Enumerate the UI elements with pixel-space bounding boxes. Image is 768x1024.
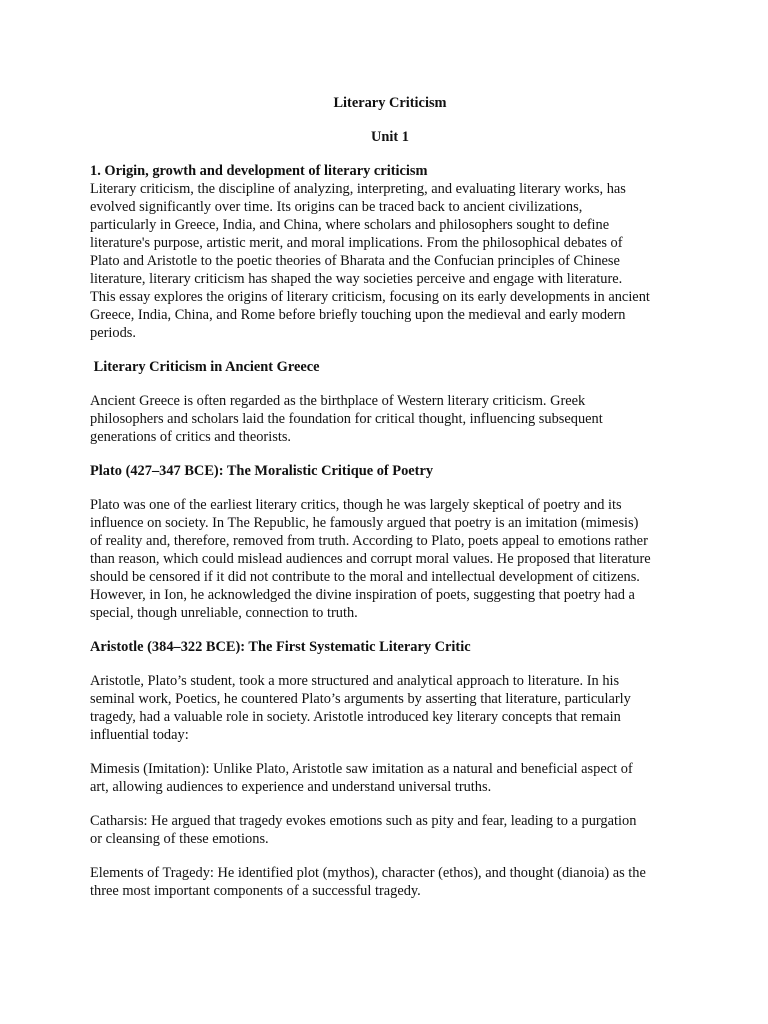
- text-line: periods.: [90, 325, 136, 341]
- section-heading-origin: 1. Origin, growth and development of literary criticism: [90, 163, 428, 179]
- text-line: should be censored if it did not contribute to the moral and intellectual development of citizens.: [90, 569, 640, 585]
- aristotle-paragraph: [90, 672, 690, 744]
- text-line: than reason, which could mislead audiences and corrupt moral values. He proposed that literature: [90, 551, 651, 567]
- elements-paragraph: [90, 864, 690, 900]
- section-heading-aristotle: Aristotle (384–322 BCE): The First Systematic Literary Critic: [90, 639, 471, 655]
- section-heading-plato: Plato (427–347 BCE): The Moralistic Critique of Poetry: [90, 463, 434, 479]
- catharsis-paragraph: [90, 812, 690, 848]
- text-line: Ancient Greece is often regarded as the birthplace of Western literary criticism. Greek: [90, 393, 586, 409]
- text-line: influence on society. In The Republic, he famously argued that poetry is an imitation (mimesis): [90, 515, 639, 531]
- text-line: Plato and Aristotle to the poetic theories of Bharata and the Confucian principles of Chinese: [90, 253, 620, 269]
- greece-paragraph: [90, 392, 690, 446]
- text-line: philosophers and scholars laid the foundation for critical thought, influencing subsequent: [90, 411, 603, 427]
- text-line: Greece, India, China, and Rome before briefly touching upon the medieval and early modern: [90, 307, 626, 323]
- text-line: Mimesis (Imitation): Unlike Plato, Aristotle saw imitation as a natural and beneficial aspect of: [90, 761, 633, 777]
- intro-paragraph: [90, 180, 690, 342]
- mimesis-paragraph: [90, 760, 690, 796]
- text-line: Literary criticism, the discipline of analyzing, interpreting, and evaluating literary works, has: [90, 181, 626, 197]
- text-line: special, though unreliable, connection to truth.: [90, 605, 358, 621]
- text-line: tragedy, had a valuable role in society. Aristotle introduced key literary concepts that remain: [90, 709, 621, 725]
- text-line: Aristotle, Plato’s student, took a more structured and analytical approach to literature. In his: [90, 673, 620, 689]
- text-line: However, in Ion, he acknowledged the divine inspiration of poets, suggesting that poetry had a: [90, 587, 635, 603]
- unit-heading: Unit 1: [371, 129, 409, 145]
- text-line: or cleansing of these emotions.: [90, 831, 269, 847]
- text-line: particularly in Greece, India, and China, where scholars and philosophers sought to define: [90, 217, 610, 233]
- text-line: evolved significantly over time. Its origins can be traced back to ancient civilizations,: [90, 199, 583, 215]
- text-line: This essay explores the origins of literary criticism, focusing on its early developments in ancient: [90, 289, 650, 305]
- text-line: influential today:: [90, 727, 189, 743]
- text-line: literature, literary criticism has shaped the way societies perceive and engage with literature.: [90, 271, 623, 287]
- section-heading-greece: Literary Criticism in Ancient Greece: [90, 359, 320, 375]
- text-line: three most important components of a successful tragedy.: [90, 883, 421, 899]
- text-line: art, allowing audiences to experience and understand universal truths.: [90, 779, 492, 795]
- text-line: literature's purpose, artistic merit, and moral implications. From the philosophical debates of: [90, 235, 623, 251]
- document-body: [90, 94, 690, 900]
- text-line: Elements of Tragedy: He identified plot (mythos), character (ethos), and thought (dianoia) as the: [90, 865, 646, 881]
- text-line: Plato was one of the earliest literary critics, though he was largely skeptical of poetry and its: [90, 497, 622, 513]
- text-line: seminal work, Poetics, he countered Plato’s arguments by asserting that literature, particularly: [90, 691, 631, 707]
- text-line: generations of critics and theorists.: [90, 429, 292, 445]
- text-line: Catharsis: He argued that tragedy evokes emotions such as pity and fear, leading to a purgation: [90, 813, 637, 829]
- plato-paragraph: [90, 496, 690, 622]
- text-line: of reality and, therefore, removed from truth. According to Plato, poets appeal to emotions rather: [90, 533, 648, 549]
- document-title: Literary Criticism: [333, 95, 447, 111]
